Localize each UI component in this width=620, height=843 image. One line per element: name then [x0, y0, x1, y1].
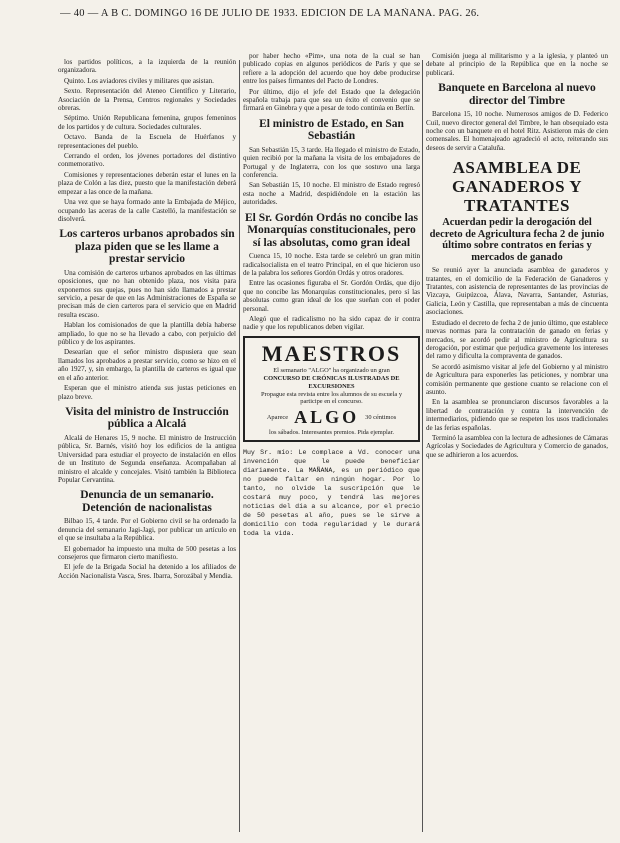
paragraph: En la asamblea se pronunciaron discursos favorables a la libertad de contratación y contra la intervención de intermediarios, pidiendo que se respeten los usos tradicionales de las ferias españolas.	[426, 398, 608, 432]
headline-ministro-estado: El ministro de Estado, en San Sebastián	[259, 117, 404, 143]
paragraph: Barcelona 15, 10 noche. Numerosos amigos de D. Federico Cuil, nuevo director general del Timbre, le han obsequiado esta noche con un banquete en el hotel Ritz. Asistieron más de cien comensales. El homenajeado agradeció el acto, reiterando sus deseos de servir a Cataluña.	[426, 110, 608, 152]
paragraph: Cerrando el orden, los jóvenes portadores del distintivo conmemorativo.	[58, 152, 236, 169]
paragraph: Una comisión de carteros urbanos aprobados en las últimas oposiciones, que no han obtenido plaza, nos visita para exponernos sus quejas, pues no han sido llamados a prestar servicio, a pesar de que en las Administraciones de España se precisan más de cien carteros para el servicio que en Madrid resulta escaso.	[58, 268, 236, 319]
paragraph: Estudiado el decreto de fecha 2 de junio último, que establece nuevas normas para la contratación de ganado en ferias y mercados, se acordó pedir al ministro de Agricultura su derogación, por estimar que perjudica gravemente los intereses del ramo y dificulta la compraventa de ganados.	[426, 318, 608, 361]
page-header: — 40 — A B C. DOMINGO 16 DE JULIO DE 1933. EDICION DE LA MAÑANA. PAG. 26.	[60, 8, 480, 19]
paragraph: Se acordó asimismo visitar al jefe del Gobierno y al ministro de Agricultura para exponerles las peticiones, y nombrar una comisión permanente que gestione cuanto se relacione con el asunto.	[426, 362, 608, 396]
paragraph: Desearían que el señor ministro dispusiera que sean llamados los aprobados a prestar servicio, como se hizo en el año 1927, y, sin embargo, la plantilla de carteros es igual que en el año anterior.	[58, 348, 236, 382]
paragraph: Entre las ocasiones figuraba el Sr. Gordón Ordás, que dijo que no concibe las Monarquías constitucionales, pero sí las absolutas como gran ideal de los que sueñan con el poder personal.	[243, 279, 420, 313]
headline-gordon-ordas: El Sr. Gordón Ordás no concibe las Monarquías constitucionales, pero sí las absolutas, como gran ideal	[244, 211, 419, 249]
headline-carteros: Los carteros urbanos aprobados sin plaza piden que se les llame a prestar servicio	[59, 228, 235, 266]
column-3	[426, 52, 608, 838]
paragraph: Por último, dijo el jefe del Estado que la delegación española trabaja para que sea un éxito el convenio que se firmará en Ginebra y que a pesar de todo continúa en Berlín.	[243, 87, 420, 113]
paragraph: Alcalá de Henares 15, 9 noche. El ministro de Instrucción pública, Sr. Barnés, visitó hoy los edificios de la antigua Universidad para estudiar el proyecto de instalación en ellos de un Instituto de Segunda enseñanza. Acompañaban al ministro el alcalde y concejales. Visitó también la Biblioteca Popular Cervantina.	[58, 433, 236, 484]
column-2	[243, 52, 420, 838]
ad-contest: CONCURSO DE CRÓNICAS ILUSTRADAS DE EXCURSIONES	[263, 375, 400, 390]
ad-apply: Aparece	[266, 413, 289, 421]
paragraph: Séptimo. Unión Republicana femenina, grupos femeninos de los partidos y de cultura. Sociedades culturales.	[58, 114, 236, 131]
ad-line: El semanario "ALGO" ha organizado un gran	[273, 366, 390, 374]
headline-banquete: Banquete en Barcelona al nuevo director del Timbre	[438, 82, 596, 107]
typewritten-letter: Muy Sr. mío: Le complace a Vd. conocer una invención que le puede beneficiar diariamente. La MAÑANA, es un periódico que no puede faltar en ningún hogar. Por lo tanto, no olvide la suscripción que le costará muy poco, y tendrá las mejores noticias del día a su alcance, por el precio de 50 pesetas al año, pues se le sirve a domicilio con toda regularidad y le durará toda la vida.	[243, 449, 420, 538]
column-rule-2	[422, 60, 423, 832]
paragraph: Alegó que el radicalismo no ha sido capaz de ir contra nadie y que los republicanos deben vigilar.	[243, 315, 420, 332]
ad-brand: ALGO	[294, 406, 360, 427]
paragraph: Terminó la asamblea con la lectura de adhesiones de Cámaras Agrícolas y Sociedades de Agricultura y Comercio de ganados, que se adhirieron a los acuerdos.	[426, 433, 608, 459]
headline-alcala: Visita del ministro de Instrucción pública a Alcalá	[65, 405, 229, 431]
ad-brand-row	[249, 407, 414, 428]
column-1	[58, 58, 236, 838]
paragraph: los partidos políticos, a la izquierda de la reunión organizadora.	[58, 58, 236, 75]
paragraph: Hablan los comisionados de que la plantilla debía haberse ampliado, lo que no se ha llevado a cabo, con perjuicio del público y de los aspirantes.	[58, 321, 236, 347]
paragraph: Octavo. Banda de la Escuela de Huérfanos y representaciones del pueblo.	[58, 133, 236, 150]
maestros-advertisement	[243, 336, 420, 442]
paragraph: Comisión juega al militarismo y a la iglesia, y planteó un debate al principio de la República que en la noche se publicará.	[426, 52, 608, 77]
paragraph: Se reunió ayer la anunciada asamblea de ganaderos y tratantes, en el domicilio de la Federación de Ganaderos y Tratantes, con asistencia de representantes de las provincias de Vizcaya, Guipúzcoa, Álava, Navarra, Santander, Asturias, Galicia, León y Castilla, que representaban a más de cincuenta asociaciones.	[426, 266, 608, 317]
paragraph: por haber hecho «Pim», una nota de la cual se han publicado copias en algunos periódicos de París y que se refiere a la adopción del acuerdo que hoy debe producirse entre los países firmantes del Pacto de Londres.	[243, 52, 420, 86]
paragraph: Cuenca 15, 10 noche. Esta tarde se celebró un gran mitin radicalsocialista en el teatro Principal, en el que hicieron uso de la palabra los señores Gordón Ordás y otros oradores.	[243, 252, 420, 277]
ad-price: 30 céntimos	[365, 413, 397, 421]
paragraph: Quinto. Los aviadores civiles y militares que asistan.	[64, 76, 214, 85]
paragraph: El gobernador ha impuesto una multa de 500 pesetas a los consejeros que firmaron cierto manifiesto.	[58, 544, 236, 561]
paragraph: Comisiones y representaciones deberán estar el lunes en la plaza de Colón a las diez, puesto que la manifestación deberá empezar a las once de la mañana.	[58, 170, 236, 196]
subheadline-asamblea: Acuerdan pedir la derogación del decreto de Agricultura fecha 2 de junio último sobre contratos en ferias y mercados de ganado	[429, 217, 605, 263]
headline-denuncia: Denuncia de un semanario. Detención de nacionalistas	[80, 489, 214, 514]
paragraph: San Sebastián 15, 3 tarde. Ha llegado el ministro de Estado, quien recibió por la mañana la visita de los embajadores de Portugal y de Inglaterra, con los que sostuvo una larga conferencia.	[243, 145, 420, 180]
paragraph: Bilbao 15, 4 tarde. Por el Gobierno civil se ha ordenado la denuncia del semanario Jagi-Jagi, por publicar un artículo en el que se insultaba a la República.	[58, 517, 236, 543]
paragraph: Una vez que se haya formado ante la Embajada de Méjico, ocupando las aceras de la calle Castelló, la manifestación se disolverá.	[58, 198, 236, 223]
paragraph: El jefe de la Brigada Social ha detenido a los afiliados de Acción Nacionalista Vasca, Sres. Ibarra, Sorozábal y Mendia.	[58, 563, 236, 580]
paragraph: San Sebastián 15, 10 noche. El ministro de Estado regresó esta noche a Madrid, despidiéndole en la estación las autoridades.	[243, 181, 420, 207]
column-rule-1	[239, 60, 240, 832]
ad-line: Propague esta revista entre los alumnos de su escuela y participe en el concurso.	[260, 391, 403, 406]
headline-asamblea: ASAMBLEA DE GANADEROS Y TRATANTES	[451, 158, 583, 216]
paragraph: Sexto. Representación del Ateneo Científico y Literario, Asociación de la Prensa, Centros regionales y Sociedades obreras.	[58, 87, 236, 113]
ad-title: MAESTROS	[261, 340, 402, 366]
paragraph: Esperan que el ministro atienda sus justas peticiones en plazo breve.	[58, 384, 236, 401]
ad-footer: los sábados. Interesantes premios. Pida ejemplar.	[269, 428, 394, 436]
